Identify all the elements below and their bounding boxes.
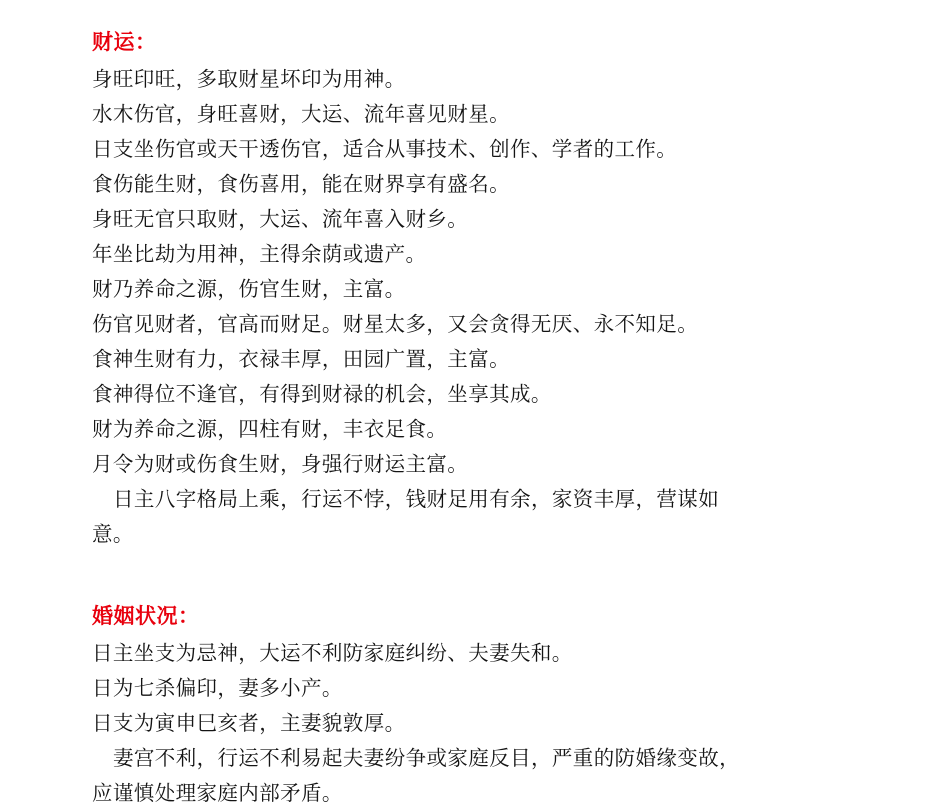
body-line: 应谨慎处理家庭内部矛盾。 <box>92 782 343 805</box>
body-line: 妻宫不利，行运不利易起夫妻纷争或家庭反目，严重的防婚缘变故， <box>113 747 740 770</box>
section-marriage <box>92 600 895 811</box>
body-line: 水木伤官，身旺喜财，大运、流年喜见财星。 <box>92 103 510 126</box>
body-line: 伤官见财者，官高而财足。财星太多，又会贪得无厌、永不知足。 <box>92 313 699 336</box>
body-line: 财乃养命之源，伤官生财，主富。 <box>92 278 406 301</box>
body-line: 食神生财有力，衣禄丰厚，田园广置，主富。 <box>92 348 510 371</box>
body-line: 财为养命之源，四柱有财，丰衣足食。 <box>92 418 448 441</box>
section-wealth <box>92 26 895 552</box>
body-line: 日主坐支为忌神，大运不利防家庭纠纷、夫妻失和。 <box>92 642 573 665</box>
section-spacer <box>92 558 895 600</box>
body-line: 日支坐伤官或天干透伤官，适合从事技术、创作、学者的工作。 <box>92 138 678 161</box>
body-line: 日主八字格局上乘，行运不悖，钱财足用有余，家资丰厚，营谋如 <box>113 488 720 511</box>
body-line: 日支为寅申巳亥者，主妻貌敦厚。 <box>92 712 406 735</box>
body-line: 食伤能生财，食伤喜用，能在财界享有盛名。 <box>92 173 510 196</box>
body-line: 年坐比劫为用神，主得余荫或遗产。 <box>92 243 427 266</box>
body-line: 月令为财或伤食生财，身强行财运主富。 <box>92 453 469 476</box>
section-heading-marriage: 婚姻状况： <box>92 605 200 628</box>
section-heading-wealth: 财运： <box>92 31 157 54</box>
body-line: 意。 <box>92 523 134 546</box>
body-line: 日为七杀偏印，妻多小产。 <box>92 677 343 700</box>
body-line: 食神得位不逢官，有得到财禄的机会，坐享其成。 <box>92 383 552 406</box>
body-line: 身旺印旺，多取财星坏印为用神。 <box>92 68 406 91</box>
body-line: 身旺无官只取财，大运、流年喜入财乡。 <box>92 208 469 231</box>
